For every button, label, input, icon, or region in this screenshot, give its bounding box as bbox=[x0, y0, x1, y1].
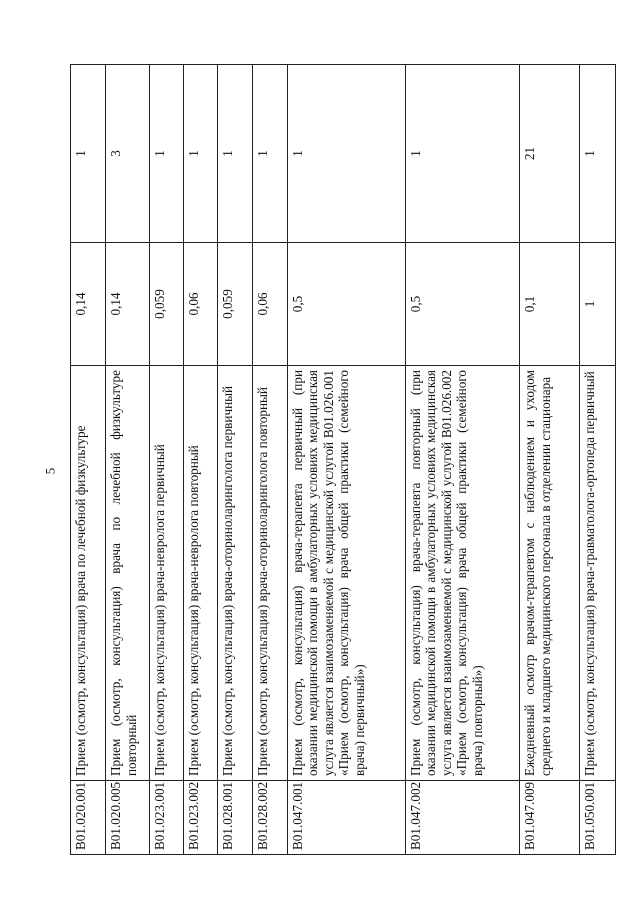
table-row bbox=[106, 65, 150, 855]
frequency-value: 1 bbox=[579, 243, 615, 366]
frequency-value: 0,5 bbox=[287, 243, 405, 366]
multiplicity-value: 1 bbox=[217, 65, 252, 243]
service-name: Прием (осмотр, консультация) врача-оториноларинголога повторный bbox=[252, 366, 287, 781]
multiplicity-value: 1 bbox=[287, 65, 405, 243]
service-code: B01.047.001 bbox=[287, 781, 405, 855]
frequency-value: 0,059 bbox=[217, 243, 252, 366]
multiplicity-value: 21 bbox=[520, 65, 579, 243]
service-code: B01.047.009 bbox=[520, 781, 579, 855]
service-name: Прием (осмотр, консультация) врача-терапевта первичный (при оказании медицинской помощи в амбулаторных условиях медицинская услуга является взаимозаменяемой с медицинской услугой B01.026.001 «Прием (осмотр, консультация) врача общей практики (семейного врача) первичный») bbox=[287, 366, 405, 781]
multiplicity-value: 1 bbox=[149, 65, 183, 243]
service-code: B01.020.005 bbox=[106, 781, 150, 855]
service-code: B01.023.002 bbox=[183, 781, 217, 855]
services-table bbox=[70, 64, 616, 855]
service-name: Прием (осмотр, консультация) врача-терапевта повторный (при оказании медицинской помощи в амбулаторных условиях медицинская услуга является взаимозаменяемой с медицинской услугой B01.026.002 «Прием (осмотр, консультация) врача общей практики (семейного врача) повторный») bbox=[405, 366, 520, 781]
multiplicity-value: 1 bbox=[252, 65, 287, 243]
frequency-value: 0,1 bbox=[520, 243, 579, 366]
table-row bbox=[183, 65, 217, 855]
frequency-value: 0,06 bbox=[252, 243, 287, 366]
frequency-value: 0,5 bbox=[405, 243, 520, 366]
service-code: B01.028.001 bbox=[217, 781, 252, 855]
multiplicity-value: 3 bbox=[106, 65, 150, 243]
multiplicity-value: 1 bbox=[579, 65, 615, 243]
service-name: Прием (осмотр, консультация) врача-невролога первичный bbox=[149, 366, 183, 781]
frequency-value: 0,14 bbox=[106, 243, 150, 366]
table-row bbox=[217, 65, 252, 855]
multiplicity-value: 1 bbox=[71, 65, 106, 243]
service-name: Прием (осмотр, консультация) врача-невролога повторный bbox=[183, 366, 217, 781]
service-code: B01.023.001 bbox=[149, 781, 183, 855]
table-row bbox=[287, 65, 405, 855]
service-code: B01.028.002 bbox=[252, 781, 287, 855]
page-number: 5 bbox=[42, 467, 58, 475]
table-row bbox=[252, 65, 287, 855]
service-name: Прием (осмотр, консультация) врача по лечебной физкультуре повторный bbox=[106, 366, 150, 781]
table-row bbox=[520, 65, 579, 855]
multiplicity-value: 1 bbox=[405, 65, 520, 243]
table-row bbox=[71, 65, 106, 855]
frequency-value: 0,059 bbox=[149, 243, 183, 366]
multiplicity-value: 1 bbox=[183, 65, 217, 243]
service-code: B01.020.001 bbox=[71, 781, 106, 855]
service-code: B01.047.002 bbox=[405, 781, 520, 855]
frequency-value: 0,06 bbox=[183, 243, 217, 366]
table-row bbox=[149, 65, 183, 855]
rotated-page-content bbox=[70, 65, 616, 855]
service-name: Прием (осмотр, консультация) врача-оториноларинголога первичный bbox=[217, 366, 252, 781]
table-row bbox=[579, 65, 615, 855]
table-row bbox=[405, 65, 520, 855]
service-code: B01.050.001 bbox=[579, 781, 615, 855]
service-name: Прием (осмотр, консультация) врача по лечебной физкультуре bbox=[71, 366, 106, 781]
frequency-value: 0,14 bbox=[71, 243, 106, 366]
service-name: Прием (осмотр, консультация) врача-травматолога-ортопеда первичный bbox=[579, 366, 615, 781]
service-name: Ежедневный осмотр врачом-терапевтом с наблюдением и уходом среднего и младшего медицинского персонала в отделении стационара bbox=[520, 366, 579, 781]
